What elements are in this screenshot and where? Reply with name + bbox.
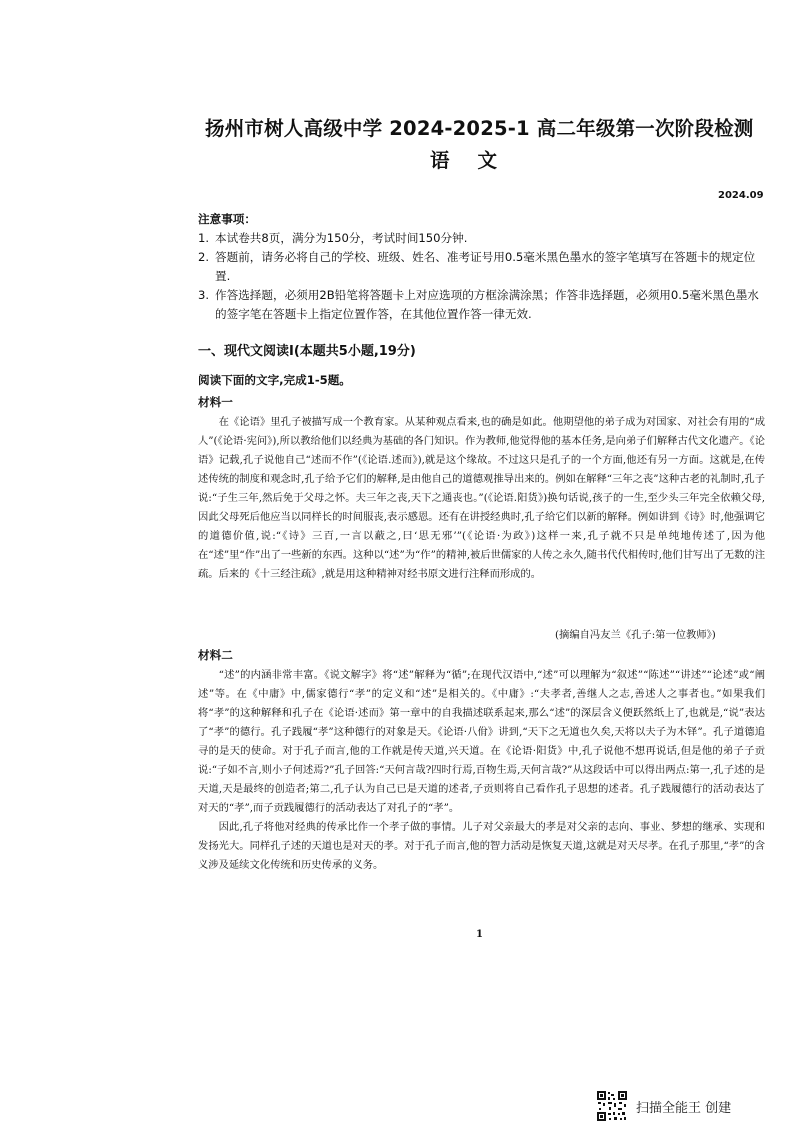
material2-body (198, 666, 765, 875)
notes-heading: 注意事项： (198, 212, 256, 226)
notes-item-number: 1. (198, 231, 210, 245)
notes-item (198, 286, 763, 324)
material2-heading: 材料二 (198, 648, 233, 662)
section-title: 一、现代文阅读Ⅰ(本题共5小题,19分) (198, 344, 416, 359)
notes-item (198, 248, 763, 286)
notes-item-text: 作答选择题，必须用2B铅笔将答题卡上对应选项的方框涂满涂黑；作答非选择题，必须用0.5毫米黑色墨水的签字笔在答题卡上指定位置作答，在其他位置作答一律无效. (215, 288, 759, 321)
material1-source: (摘编自冯友兰《孔子:第一位教师》) (555, 629, 716, 641)
qr-code-icon (596, 1090, 628, 1122)
subject-title: 语文 (430, 149, 526, 172)
notes-section (198, 210, 763, 324)
notes-item (198, 229, 763, 248)
notes-item-number: 2. (198, 250, 210, 264)
scanner-watermark-text: 扫描全能王 创建 (636, 1100, 732, 1116)
notes-item-text: 答题前，请务必将自己的学校、班级、姓名、准考证号用0.5毫米黑色墨水的签字笔填写在答题卡的规定位置. (215, 250, 756, 283)
exam-title: 扬州市树人高级中学 2024-2025-1 高二年级第一次阶段检测 (205, 117, 754, 140)
material1-heading: 材料一 (198, 395, 233, 409)
scanner-watermark (596, 1088, 731, 1124)
page-number: 1 (476, 929, 483, 940)
material1-paragraph: 在《论语》里孔子被描写成一个教育家。从某种观点看来,也的确是如此。他期望他的弟子成为对国家、对社会有用的“成人”(《论语·宪问》),所以教给他们以经典为基础的各门知识。作为教师,他觉得他的基本任务,是向弟子们解释古代文化遗产。《论语》记载,孔子说他自己“述而不作”(《论语.述而》),就是这个缘故。不过这只是孔子的一个方面,他还有另一方面。这就是,在传述传统的制度和观念时,孔子给予它们的解释,是由他自己的道德观推导出来的。例如在解释“三年之丧”这种古老的礼制时,孔子说:“子生三年,然后免于父母之怀。夫三年之丧,天下之通丧也。”(《论语.阳货》)换句话说,孩子的一生,至少头三年完全依赖父母,因此父母死后他应当以同样长的时间服丧,表示感恩。还有在讲授经典时,孔子给它们以新的解释。例如讲到《诗》时,他强调它的道德价值,说:“《诗》三百,一言以蔽之,曰‘思无邪’”(《论语·为政》)这样一来,孔子就不只是单纯地传述了,因为他在“述”里“作”出了一些新的东西。这种以“述”为“作”的精神,被后世儒家的人传之永久,随书代代相传时,他们甘写出了无数的注疏。后来的《十三经注疏》,就是用这种精神对经书原文进行注释而形成的。 (198, 416, 765, 580)
material1-body (198, 413, 765, 584)
section-instruction: 阅读下面的文字,完成1-5题。 (198, 373, 351, 387)
material2-paragraph: “述”的内涵非常丰富。《说文解字》将“述”解释为“循”;在现代汉语中,“述”可以理解为“叙述”“陈述”“讲述”“论述”或“阐述”等。在《中庸》中,儒家德行“孝”的定义和“述”是相关的。《中庸》:“夫孝者,善继人之志,善述人之事者也。”如果我们将“孝”的这种解释和孔子在《论语·述而》第一章中的自我描述联系起来,那么“述”的深层含义便跃然纸上了,也就是,“说”表达了“孝”的德行。孔子践履“孝”这种德行的对象是天。《论语·八佾》讲到,“天下之无道也久矣,天将以夫子为木铎”。孔子道德追寻的是天的使命。对于孔子而言,他的工作就是传天道,兴天道。在《论语·阳货》中,孔子说他不想再说话,但是他的弟子子贡说:“子如不言,则小子何述焉?”孔子回答:“天何言哉?四时行焉,百物生焉,天何言哉?”从这段话中可以得出两点:第一,孔子述的是天道,天是最终的创造者;第二,孔子认为自己已是天道的述者,子贡则将自己看作孔子思想的述者。孔子践履德行的活动表达了对天的“孝”,而子贡践履德行的活动表达了对孔子的“孝”。 (198, 669, 765, 814)
notes-item-number: 3. (198, 288, 210, 302)
material2-paragraph: 因此,孔子将他对经典的传承比作一个孝子做的事情。儿子对父亲最大的孝是对父亲的志向、事业、梦想的继承、实现和发扬光大。同样孔子述的天道也是对天的孝。对于孔子而言,他的智力活动是恢复天道,这就是对天尽孝。在孔子那里,“孝”的含义涉及延续文化传统和历史传承的义务。 (198, 821, 765, 871)
exam-date: 2024.09 (718, 190, 764, 201)
notes-item-text: 本试卷共8页，满分为150分，考试时间150分钟. (215, 231, 468, 245)
